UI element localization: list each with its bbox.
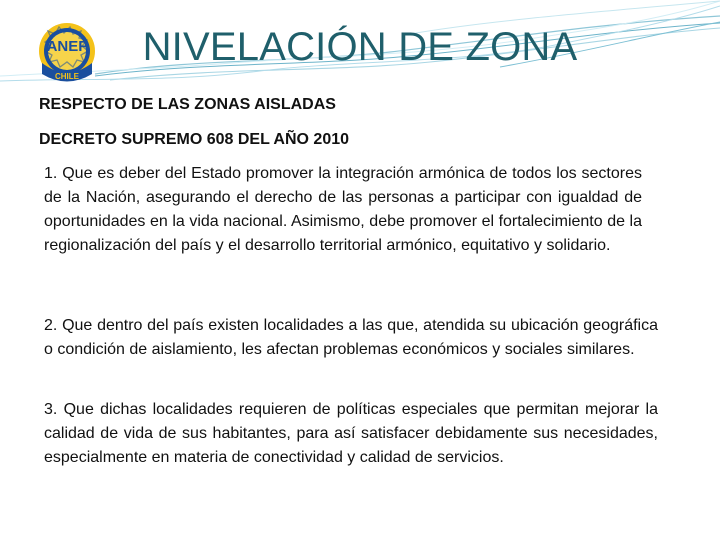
- decree-heading: DECRETO SUPREMO 608 DEL AÑO 2010: [39, 131, 350, 148]
- svg-text:CHILE: CHILE: [55, 72, 79, 81]
- paragraph-1: 1. Que es deber del Estado promover la integración armónica de todos los sectores de la Nación, asegurando el derecho de las personas a participar con igualdad de oportunidades en la vida nacional. Asimismo, debe promover el fortalecimiento de la regionalización del país y el desarrollo territorial armónico, equitativo y solidario.: [44, 165, 642, 254]
- section-heading: RESPECTO DE LAS ZONAS AISLADAS: [39, 96, 336, 113]
- svg-text:ANEF: ANEF: [46, 38, 88, 55]
- slide-title: NIVELACIÓN DE ZONA: [142, 25, 578, 69]
- paragraph-2: 2. Que dentro del país existen localidades a las que, atendida su ubicación geográfica o condición de aislamiento, les afectan problemas económicos y sociales similares.: [44, 317, 658, 358]
- paragraph-3: 3. Que dichas localidades requieren de políticas especiales que permitan mejorar la calidad de vida de sus habitantes, para así satisfacer debidamente sus necesidades, especialmente en materia de conectividad y calidad de servicios.: [44, 401, 658, 466]
